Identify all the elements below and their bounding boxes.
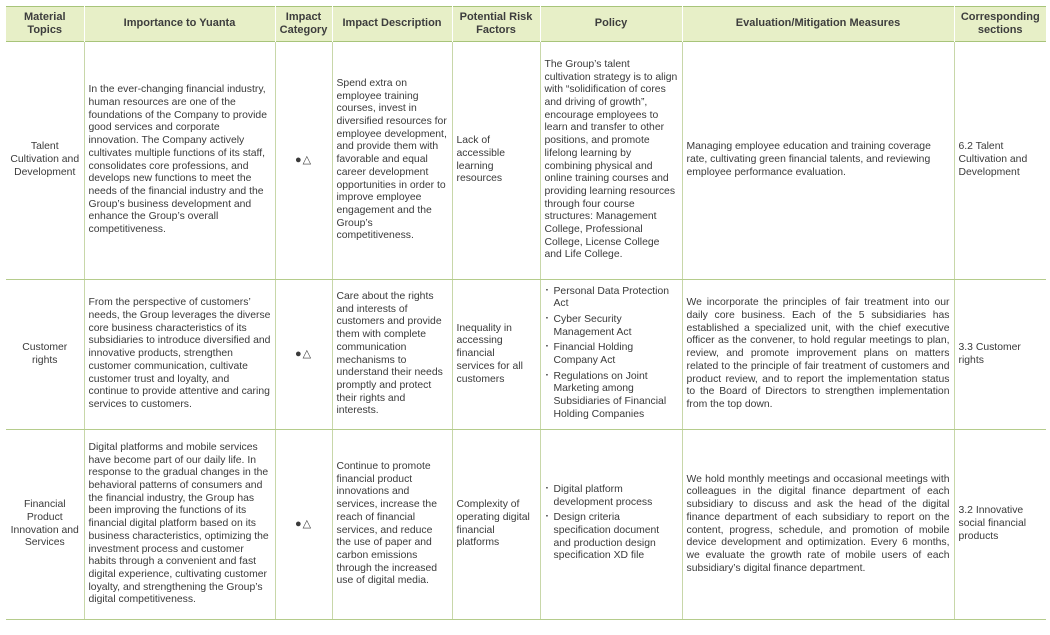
risk-factor-cell: Inequality in accessing financial services for all customers [452,280,540,430]
impact-description-cell: Continue to promote financial product innovations and services, increase the reach of financial services, and reduce the use of paper and carbon emissions through the increased use of digital media. [332,430,452,620]
topic-cell: Customer rights [6,280,84,430]
header-impact-description: Impact Description [332,7,452,42]
policy-list-item: · Design criteria specification document and production design specification XD file [545,512,678,563]
table-row [6,280,1046,430]
impact-description-cell: Spend extra on employee training courses, invest in diversified resources for employee development, and provide them with favorable and equal career development opportunities in order to improve employee engagement and the Group’s competitiveness. [332,42,452,280]
evaluation-cell: Managing employee education and training coverage rate, cultivating green financial talents, and reviewing employee performance evaluation. [682,42,954,280]
policy-cell: The Group’s talent cultivation strategy is to align with “solidification of cores and driving of growth”, encourage employees to learn and transfer to other positions, and promote lifelong learning by combining physical and online training courses and providing learning resources through four course structures: Management College, Professional College, License College and Life College. [540,42,682,280]
header-corresponding-sections: Corresponding sections [954,7,1046,42]
policy-list-item: · Personal Data Protection Act [545,286,678,311]
impact-category-cell: ●△ [275,42,332,280]
header-material-topics: Material Topics [6,7,84,42]
policy-list-item: · Digital platform development process [545,484,678,509]
impact-description-cell: Care about the rights and interests of customers and provide them with complete communication mechanisms to understand their needs promptly and protect their rights and interests. [332,280,452,430]
topic-cell: Financial Product Innovation and Services [6,430,84,620]
evaluation-cell: We incorporate the principles of fair treatment into our daily core business. Each of the 5 subsidiaries has established a specialized unit, with the chief executive officer as the convener, to hold regular meetings to plan, review, and promote improvement plans on matters related to the principle of fair treatment of customers and product review, and to report the implementation status to the Board of Directors to strengthen implementation from the top down. [682,280,954,430]
importance-cell: In the ever-changing financial industry, human resources are one of the foundations of the Company to provide good services and corporate innovation. The Company actively cultivates multiple functions of its staff, consolidates core professions, and develops new functions to meet the needs of the financial industry and the Group’s business development and enhance the Group’s overall competitiveness. [84,42,275,280]
table-row [6,430,1046,620]
policy-list-item: · Cyber Security Management Act [545,314,678,339]
importance-cell: Digital platforms and mobile services have become part of our daily life. In response to the gradual changes in the behavioral patterns of consumers and the financial industry, the Group has been improving the functions of its financial digital platform based on its business characteristics, optimizing the investment process and customer habits through a convenient and fast digital experience, cultivating customer loyalty, and strengthening the Group’s digital competitiveness. [84,430,275,620]
material-topics-table [6,6,1046,620]
risk-factor-cell: Lack of accessible learning resources [452,42,540,280]
header-row [6,7,1046,42]
header-potential-risk: Potential Risk Factors [452,7,540,42]
evaluation-cell: We hold monthly meetings and occasional meetings with colleagues in the digital finance department of each subsidiary to discuss and ask the head of the digital finance department of each subsidiary to report on the content, progress, schedule, and promotion of mobile device development and optimization. Every 6 months, we evaluate the growth rate of mobile users of each subsidiary’s digital finance department. [682,430,954,620]
risk-factor-cell: Complexity of operating digital financial platforms [452,430,540,620]
sections-cell: 3.2 Innovative social financial products [954,430,1046,620]
sections-cell: 3.3 Customer rights [954,280,1046,430]
policy-cell [540,280,682,430]
header-evaluation: Evaluation/Mitigation Measures [682,7,954,42]
header-impact-category: Impact Category [275,7,332,42]
impact-category-cell: ●△ [275,430,332,620]
header-policy: Policy [540,7,682,42]
policy-list [545,484,678,563]
policy-list-item: · Financial Holding Company Act [545,342,678,367]
header-importance: Importance to Yuanta [84,7,275,42]
sections-cell: 6.2 Talent Cultivation and Development [954,42,1046,280]
topic-cell: Talent Cultivation and Development [6,42,84,280]
impact-category-cell: ●△ [275,280,332,430]
policy-cell [540,430,682,620]
importance-cell: From the perspective of customers’ needs, the Group leverages the diverse core business characteristics of its subsidiaries to introduce diversified and innovative products, strengthen customer communication, cultivate customer trust and loyalty, and continue to provide attentive and caring services to customers. [84,280,275,430]
policy-list-item: · Regulations on Joint Marketing among Subsidiaries of Financial Holding Companies [545,371,678,422]
policy-list [545,286,678,422]
table-row [6,42,1046,280]
